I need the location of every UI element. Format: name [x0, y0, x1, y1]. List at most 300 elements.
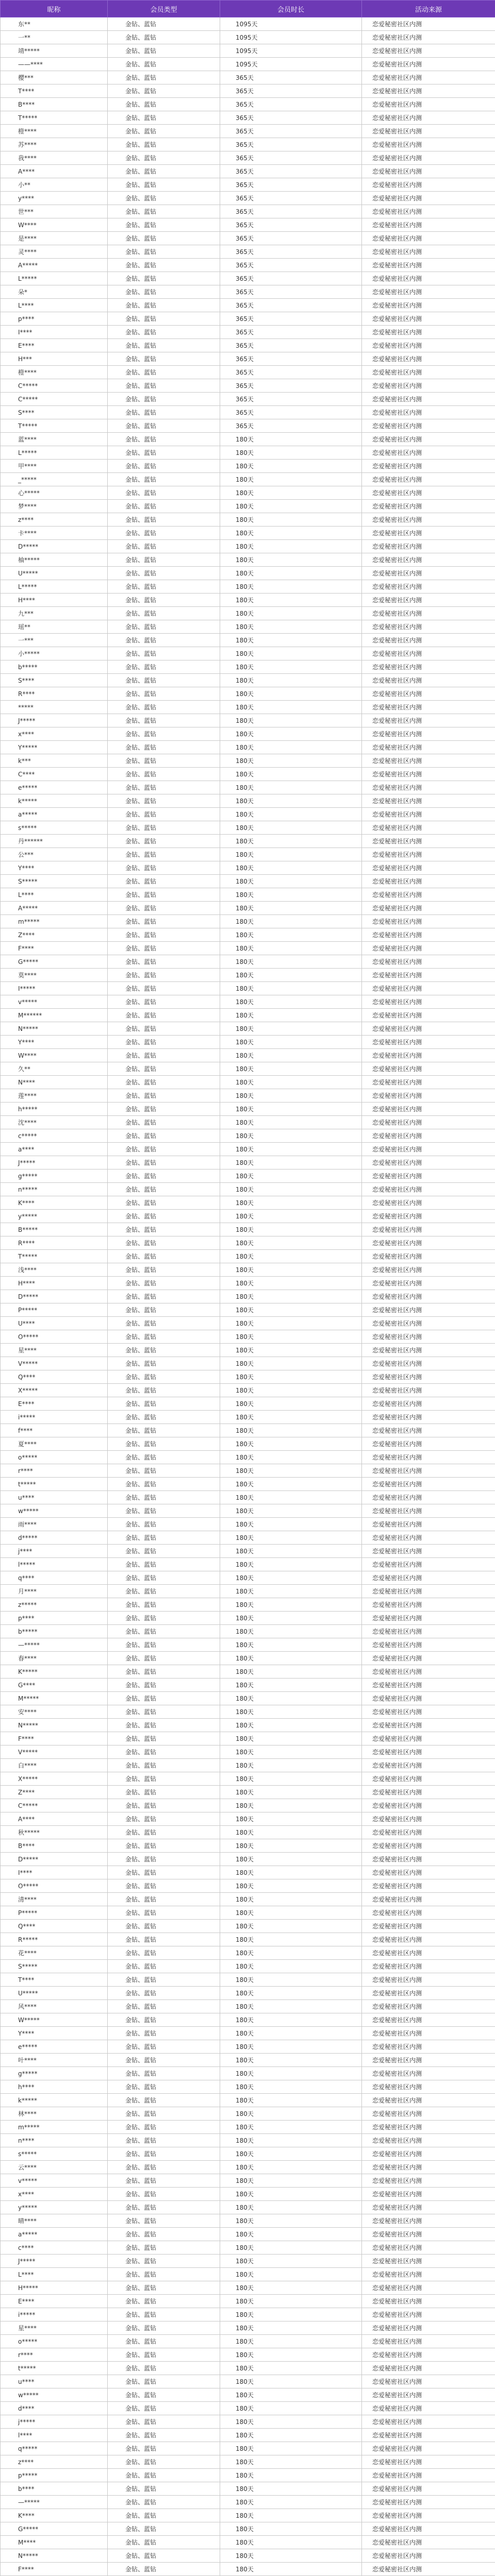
table-row [1, 138, 495, 151]
nickname-cell: R**** [1, 1236, 108, 1250]
table-row [1, 151, 495, 165]
nickname-cell: O***** [1, 1879, 108, 1893]
member-duration-cell: 180天 [220, 2080, 362, 2094]
member-type-cell: 金钻、蓝钻 [108, 2027, 220, 2040]
table-row [1, 1504, 495, 1518]
member-type-cell: 金钻、蓝钻 [108, 674, 220, 687]
table-row [1, 272, 495, 285]
member-type-cell: 金钻、蓝钻 [108, 1973, 220, 1987]
member-duration-cell: 180天 [220, 1089, 362, 1103]
member-type-cell: 金钻、蓝钻 [108, 192, 220, 205]
member-duration-cell: 180天 [220, 2040, 362, 2054]
member-duration-cell: 180天 [220, 1786, 362, 1799]
member-duration-cell: 180天 [220, 1384, 362, 1397]
activity-source-cell: 恋爱秘密社区内测 [362, 1558, 495, 1571]
member-type-cell: 金钻、蓝钻 [108, 1987, 220, 2000]
member-type-cell: 金钻、蓝钻 [108, 727, 220, 741]
member-type-cell: 金钻、蓝钻 [108, 1478, 220, 1491]
table-row [1, 299, 495, 312]
table-row [1, 701, 495, 714]
member-duration-cell: 365天 [220, 406, 362, 419]
member-duration-cell: 1095天 [220, 58, 362, 71]
member-type-cell: 金钻、蓝钻 [108, 1330, 220, 1344]
member-duration-cell: 1095天 [220, 44, 362, 58]
member-type-cell: 金钻、蓝钻 [108, 1076, 220, 1089]
table-row [1, 2375, 495, 2388]
member-type-cell: 金钻、蓝钻 [108, 1705, 220, 1719]
member-duration-cell: 180天 [220, 513, 362, 527]
nickname-cell: 莲**** [1, 1089, 108, 1103]
activity-source-cell: 恋爱秘密社区内测 [362, 1183, 495, 1196]
member-type-cell: 金钻、蓝钻 [108, 1933, 220, 1946]
table-row [1, 1036, 495, 1049]
member-type-cell: 金钻、蓝钻 [108, 660, 220, 674]
member-duration-cell: 180天 [220, 2549, 362, 2563]
member-duration-cell: 180天 [220, 2536, 362, 2549]
nickname-cell: d**** [1, 2402, 108, 2415]
member-type-cell: 金钻、蓝钻 [108, 1437, 220, 1451]
nickname-cell: H**** [1, 1277, 108, 1290]
activity-source-cell: 恋爱秘密社区内测 [362, 71, 495, 84]
member-type-cell: 金钻、蓝钻 [108, 928, 220, 942]
member-duration-cell: 180天 [220, 2161, 362, 2174]
member-duration-cell: 180天 [220, 1893, 362, 1906]
activity-source-cell: 恋爱秘密社区内测 [362, 1504, 495, 1518]
table-row [1, 1183, 495, 1196]
member-type-cell: 金钻、蓝钻 [108, 1585, 220, 1598]
nickname-cell: a**** [1, 1143, 108, 1156]
activity-source-cell: 恋爱秘密社区内测 [362, 2107, 495, 2121]
table-row [1, 1893, 495, 1906]
table-row [1, 1196, 495, 1210]
table-row [1, 1236, 495, 1250]
activity-source-cell: 恋爱秘密社区内测 [362, 2335, 495, 2348]
activity-source-cell: 恋爱秘密社区内测 [362, 205, 495, 218]
member-duration-cell: 180天 [220, 928, 362, 942]
member-type-cell: 金钻、蓝钻 [108, 138, 220, 151]
member-duration-cell: 180天 [220, 741, 362, 754]
activity-source-cell: 恋爱秘密社区内测 [362, 2228, 495, 2241]
member-type-cell: 金钻、蓝钻 [108, 982, 220, 995]
nickname-cell: k***** [1, 2094, 108, 2107]
member-duration-cell: 180天 [220, 781, 362, 794]
activity-source-cell: 恋爱秘密社区内测 [362, 1812, 495, 1826]
table-row [1, 245, 495, 259]
activity-source-cell: 恋爱秘密社区内测 [362, 594, 495, 607]
member-type-cell: 金钻、蓝钻 [108, 1290, 220, 1303]
activity-source-cell: 恋爱秘密社区内测 [362, 1946, 495, 1960]
activity-source-cell: 恋爱秘密社区内测 [362, 1893, 495, 1906]
activity-source-cell: 恋爱秘密社区内测 [362, 2375, 495, 2388]
table-row [1, 2509, 495, 2522]
nickname-cell: —***** [1, 1638, 108, 1652]
table-row [1, 1987, 495, 2000]
member-type-cell: 金钻、蓝钻 [108, 1799, 220, 1812]
activity-source-cell: 恋爱秘密社区内测 [362, 2429, 495, 2442]
nickname-cell: 星**** [1, 2321, 108, 2335]
member-type-cell: 金钻、蓝钻 [108, 1397, 220, 1411]
nickname-cell: W**** [1, 1049, 108, 1062]
nickname-cell: L**** [1, 888, 108, 902]
member-type-cell: 金钻、蓝钻 [108, 969, 220, 982]
table-row [1, 2482, 495, 2496]
member-duration-cell: 180天 [220, 1692, 362, 1705]
table-row [1, 473, 495, 486]
nickname-cell: 是**** [1, 232, 108, 245]
member-type-cell: 金钻、蓝钻 [108, 2442, 220, 2455]
activity-source-cell: 恋爱秘密社区内测 [362, 1411, 495, 1424]
member-duration-cell: 180天 [220, 486, 362, 500]
member-type-cell: 金钻、蓝钻 [108, 272, 220, 285]
activity-source-cell: 恋爱秘密社区内测 [362, 2255, 495, 2268]
member-type-cell: 金钻、蓝钻 [108, 285, 220, 299]
nickname-cell: 灵**** [1, 245, 108, 259]
table-row [1, 419, 495, 433]
activity-source-cell: 恋爱秘密社区内测 [362, 754, 495, 768]
member-type-cell: 金钻、蓝钻 [108, 1826, 220, 1839]
nickname-cell: e***** [1, 781, 108, 794]
activity-source-cell: 恋爱秘密社区内测 [362, 714, 495, 727]
nickname-cell: _***** [1, 473, 108, 486]
nickname-cell: 安**** [1, 1705, 108, 1719]
member-duration-cell: 365天 [220, 151, 362, 165]
member-type-cell: 金钻、蓝钻 [108, 1156, 220, 1170]
table-row [1, 433, 495, 446]
member-type-cell: 金钻、蓝钻 [108, 2255, 220, 2268]
member-duration-cell: 180天 [220, 567, 362, 580]
table-row [1, 1223, 495, 1236]
member-type-cell: 金钻、蓝钻 [108, 433, 220, 446]
nickname-cell: ——**** [1, 58, 108, 71]
member-type-cell: 金钻、蓝钻 [108, 835, 220, 848]
nickname-cell: 甲**** [1, 460, 108, 473]
nickname-cell: S***** [1, 1960, 108, 1973]
member-type-cell: 金钻、蓝钻 [108, 2335, 220, 2348]
activity-source-cell: 恋爱秘密社区内测 [362, 2496, 495, 2509]
nickname-cell: 苏**** [1, 138, 108, 151]
activity-source-cell: 恋爱秘密社区内测 [362, 1036, 495, 1049]
member-duration-cell: 180天 [220, 861, 362, 875]
activity-source-cell: 恋爱秘密社区内测 [362, 232, 495, 245]
member-duration-cell: 180天 [220, 2482, 362, 2496]
nickname-cell: K**** [1, 1196, 108, 1210]
member-duration-cell: 180天 [220, 1799, 362, 1812]
table-row [1, 1772, 495, 1786]
nickname-cell: H**** [1, 594, 108, 607]
member-type-cell: 金钻、蓝钻 [108, 701, 220, 714]
member-duration-cell: 180天 [220, 2375, 362, 2388]
member-type-cell: 金钻、蓝钻 [108, 1612, 220, 1625]
member-type-cell: 金钻、蓝钻 [108, 781, 220, 794]
member-duration-cell: 180天 [220, 1049, 362, 1062]
table-row [1, 1652, 495, 1665]
nickname-cell: y**** [1, 192, 108, 205]
member-type-cell: 金钻、蓝钻 [108, 245, 220, 259]
nickname-cell: I**** [1, 326, 108, 339]
member-type-cell: 金钻、蓝钻 [108, 1853, 220, 1866]
table-row [1, 1062, 495, 1076]
member-type-cell: 金钻、蓝钻 [108, 2067, 220, 2080]
member-duration-cell: 180天 [220, 2107, 362, 2121]
nickname-cell: 风**** [1, 2000, 108, 2013]
activity-source-cell: 恋爱秘密社区内测 [362, 888, 495, 902]
member-type-cell: 金钻、蓝钻 [108, 1652, 220, 1665]
member-type-cell: 金钻、蓝钻 [108, 1089, 220, 1103]
member-duration-cell: 365天 [220, 84, 362, 98]
nickname-cell: 朵* [1, 285, 108, 299]
member-type-cell: 金钻、蓝钻 [108, 1638, 220, 1652]
member-type-cell: 金钻、蓝钻 [108, 888, 220, 902]
table-row [1, 1170, 495, 1183]
nickname-cell: u**** [1, 1491, 108, 1504]
table-row [1, 1089, 495, 1103]
member-type-cell: 金钻、蓝钻 [108, 714, 220, 727]
table-row [1, 1719, 495, 1732]
nickname-cell: R***** [1, 1933, 108, 1946]
table-body [1, 18, 495, 2576]
activity-source-cell: 恋爱秘密社区内测 [362, 272, 495, 285]
nickname-cell: C***** [1, 393, 108, 406]
nickname-cell: L***** [1, 446, 108, 460]
member-duration-cell: 180天 [220, 1062, 362, 1076]
table-row [1, 2402, 495, 2415]
nickname-cell: w***** [1, 1504, 108, 1518]
nickname-cell: G**** [1, 1679, 108, 1692]
member-type-cell: 金钻、蓝钻 [108, 955, 220, 969]
nickname-cell: H*** [1, 352, 108, 366]
member-type-cell: 金钻、蓝钻 [108, 2000, 220, 2013]
member-duration-cell: 365天 [220, 312, 362, 326]
table-row [1, 2348, 495, 2362]
activity-source-cell: 恋爱秘密社区内测 [362, 2442, 495, 2455]
nickname-cell: B***** [1, 1223, 108, 1236]
table-row [1, 875, 495, 888]
member-duration-cell: 365天 [220, 339, 362, 352]
member-type-cell: 金钻、蓝钻 [108, 2241, 220, 2255]
table-row [1, 111, 495, 125]
activity-source-cell: 恋爱秘密社区内测 [362, 2241, 495, 2255]
activity-source-cell: 恋爱秘密社区内测 [362, 955, 495, 969]
member-type-cell: 金钻、蓝钻 [108, 1920, 220, 1933]
table-row [1, 1451, 495, 1464]
member-type-cell: 金钻、蓝钻 [108, 299, 220, 312]
nickname-cell: e***** [1, 2040, 108, 2054]
activity-source-cell: 恋爱秘密社区内测 [362, 1129, 495, 1143]
nickname-cell: 久** [1, 1062, 108, 1076]
nickname-cell: F**** [1, 2563, 108, 2576]
table-row [1, 674, 495, 687]
table-row [1, 1156, 495, 1170]
activity-source-cell: 恋爱秘密社区内测 [362, 138, 495, 151]
member-type-cell: 金钻、蓝钻 [108, 1062, 220, 1076]
nickname-cell: O***** [1, 1330, 108, 1344]
nickname-cell: h**** [1, 2080, 108, 2094]
member-duration-cell: 180天 [220, 540, 362, 553]
member-type-cell: 金钻、蓝钻 [108, 446, 220, 460]
activity-source-cell: 恋爱秘密社区内测 [362, 1679, 495, 1692]
member-type-cell: 金钻、蓝钻 [108, 567, 220, 580]
member-type-cell: 金钻、蓝钻 [108, 875, 220, 888]
nickname-cell: l**** [1, 2429, 108, 2442]
nickname-cell: d***** [1, 1531, 108, 1545]
member-type-cell: 金钻、蓝钻 [108, 1946, 220, 1960]
table-row [1, 1384, 495, 1397]
nickname-cell: q***** [1, 2442, 108, 2455]
activity-source-cell: 恋爱秘密社区内测 [362, 1799, 495, 1812]
activity-source-cell: 恋爱秘密社区内测 [362, 326, 495, 339]
nickname-cell: 世*** [1, 205, 108, 218]
table-row [1, 31, 495, 44]
nickname-cell: q**** [1, 1571, 108, 1585]
member-type-cell: 金钻、蓝钻 [108, 620, 220, 634]
member-duration-cell: 365天 [220, 98, 362, 111]
nickname-cell: R**** [1, 687, 108, 701]
member-duration-cell: 365天 [220, 379, 362, 393]
activity-source-cell: 恋爱秘密社区内测 [362, 1866, 495, 1879]
table-row [1, 2522, 495, 2536]
member-type-cell: 金钻、蓝钻 [108, 527, 220, 540]
member-type-cell: 金钻、蓝钻 [108, 915, 220, 928]
nickname-cell: 雨**** [1, 1518, 108, 1531]
activity-source-cell: 恋爱秘密社区内测 [362, 500, 495, 513]
nickname-cell: G***** [1, 2522, 108, 2536]
member-type-cell: 金钻、蓝钻 [108, 754, 220, 768]
nickname-cell: 丹****** [1, 835, 108, 848]
nickname-cell: A***** [1, 259, 108, 272]
table-row [1, 259, 495, 272]
activity-source-cell: 恋爱秘密社区内测 [362, 2321, 495, 2335]
member-duration-cell: 365天 [220, 366, 362, 379]
nickname-cell: 东** [1, 18, 108, 31]
member-duration-cell: 180天 [220, 1156, 362, 1170]
member-type-cell: 金钻、蓝钻 [108, 1424, 220, 1437]
nickname-cell: n***** [1, 1183, 108, 1196]
member-type-cell: 金钻、蓝钻 [108, 2522, 220, 2536]
activity-source-cell: 恋爱秘密社区内测 [362, 393, 495, 406]
member-type-cell: 金钻、蓝钻 [108, 2161, 220, 2174]
nickname-cell: z**** [1, 513, 108, 527]
member-duration-cell: 180天 [220, 808, 362, 821]
activity-source-cell: 恋爱秘密社区内测 [362, 1317, 495, 1330]
member-type-cell: 金钻、蓝钻 [108, 352, 220, 366]
nickname-cell: v***** [1, 2174, 108, 2188]
member-duration-cell: 180天 [220, 446, 362, 460]
table-row [1, 2027, 495, 2040]
activity-source-cell: 恋爱秘密社区内测 [362, 18, 495, 31]
table-row [1, 1571, 495, 1585]
activity-source-cell: 恋爱秘密社区内测 [362, 352, 495, 366]
nickname-cell: T***** [1, 419, 108, 433]
member-type-cell: 金钻、蓝钻 [108, 1879, 220, 1893]
member-type-cell: 金钻、蓝钻 [108, 647, 220, 660]
activity-source-cell: 恋爱秘密社区内测 [362, 607, 495, 620]
table-row [1, 2308, 495, 2321]
activity-source-cell: 恋爱秘密社区内测 [362, 1920, 495, 1933]
table-row [1, 1277, 495, 1290]
member-duration-cell: 180天 [220, 1759, 362, 1772]
member-type-cell: 金钻、蓝钻 [108, 1411, 220, 1424]
table-row [1, 1839, 495, 1853]
nickname-cell: 莫**** [1, 969, 108, 982]
table-row [1, 1330, 495, 1344]
activity-source-cell: 恋爱秘密社区内测 [362, 1223, 495, 1236]
nickname-cell: 叶**** [1, 2054, 108, 2067]
member-duration-cell: 180天 [220, 1920, 362, 1933]
activity-source-cell: 恋爱秘密社区内测 [362, 835, 495, 848]
member-duration-cell: 180天 [220, 1250, 362, 1263]
member-duration-cell: 365天 [220, 419, 362, 433]
member-duration-cell: 365天 [220, 218, 362, 232]
activity-source-cell: 恋爱秘密社区内测 [362, 660, 495, 674]
table-row [1, 1009, 495, 1022]
nickname-cell: E**** [1, 339, 108, 352]
activity-source-cell: 恋爱秘密社区内测 [362, 2094, 495, 2107]
nickname-cell: 浅**** [1, 1263, 108, 1277]
table-row [1, 1210, 495, 1223]
activity-source-cell: 恋爱秘密社区内测 [362, 1384, 495, 1397]
table-row [1, 1906, 495, 1920]
member-type-cell: 金钻、蓝钻 [108, 2402, 220, 2415]
member-duration-cell: 180天 [220, 835, 362, 848]
nickname-cell: w***** [1, 2388, 108, 2402]
table-row [1, 741, 495, 754]
activity-source-cell: 恋爱秘密社区内测 [362, 2188, 495, 2201]
nickname-cell: D***** [1, 1290, 108, 1303]
table-row [1, 1933, 495, 1946]
nickname-cell: 沈**** [1, 1116, 108, 1129]
member-duration-cell: 180天 [220, 2201, 362, 2214]
table-row [1, 888, 495, 902]
activity-source-cell: 恋爱秘密社区内测 [362, 2295, 495, 2308]
nickname-cell: 樱*** [1, 71, 108, 84]
table-row [1, 2201, 495, 2214]
member-type-cell: 金钻、蓝钻 [108, 607, 220, 620]
member-duration-cell: 180天 [220, 1183, 362, 1196]
table-row [1, 2442, 495, 2455]
member-duration-cell: 180天 [220, 1357, 362, 1370]
nickname-cell: S**** [1, 674, 108, 687]
member-duration-cell: 180天 [220, 2147, 362, 2161]
table-row [1, 2536, 495, 2549]
member-type-cell: 金钻、蓝钻 [108, 1960, 220, 1973]
activity-source-cell: 恋爱秘密社区内测 [362, 2415, 495, 2429]
activity-source-cell: 恋爱秘密社区内测 [362, 1236, 495, 1250]
table-row [1, 2268, 495, 2281]
table-row [1, 1290, 495, 1303]
activity-source-cell: 恋爱秘密社区内测 [362, 2388, 495, 2402]
activity-source-cell: 恋爱秘密社区内测 [362, 2080, 495, 2094]
nickname-cell: t***** [1, 2362, 108, 2375]
member-type-cell: 金钻、蓝钻 [108, 768, 220, 781]
nickname-cell: 小** [1, 178, 108, 192]
member-duration-cell: 180天 [220, 1946, 362, 1960]
member-duration-cell: 180天 [220, 915, 362, 928]
member-type-cell: 金钻、蓝钻 [108, 848, 220, 861]
activity-source-cell: 恋爱秘密社区内测 [362, 486, 495, 500]
activity-source-cell: 恋爱秘密社区内测 [362, 2482, 495, 2496]
activity-source-cell: 恋爱秘密社区内测 [362, 567, 495, 580]
table-row [1, 1585, 495, 1598]
member-duration-cell: 180天 [220, 1585, 362, 1598]
member-duration-cell: 180天 [220, 1625, 362, 1638]
nickname-cell: 春**** [1, 1652, 108, 1665]
activity-source-cell: 恋爱秘密社区内测 [362, 1987, 495, 2000]
activity-source-cell: 恋爱秘密社区内测 [362, 1933, 495, 1946]
activity-source-cell: 恋爱秘密社区内测 [362, 2054, 495, 2067]
nickname-cell: U***** [1, 1987, 108, 2000]
member-type-cell: 金钻、蓝钻 [108, 1625, 220, 1638]
table-row [1, 1732, 495, 1745]
